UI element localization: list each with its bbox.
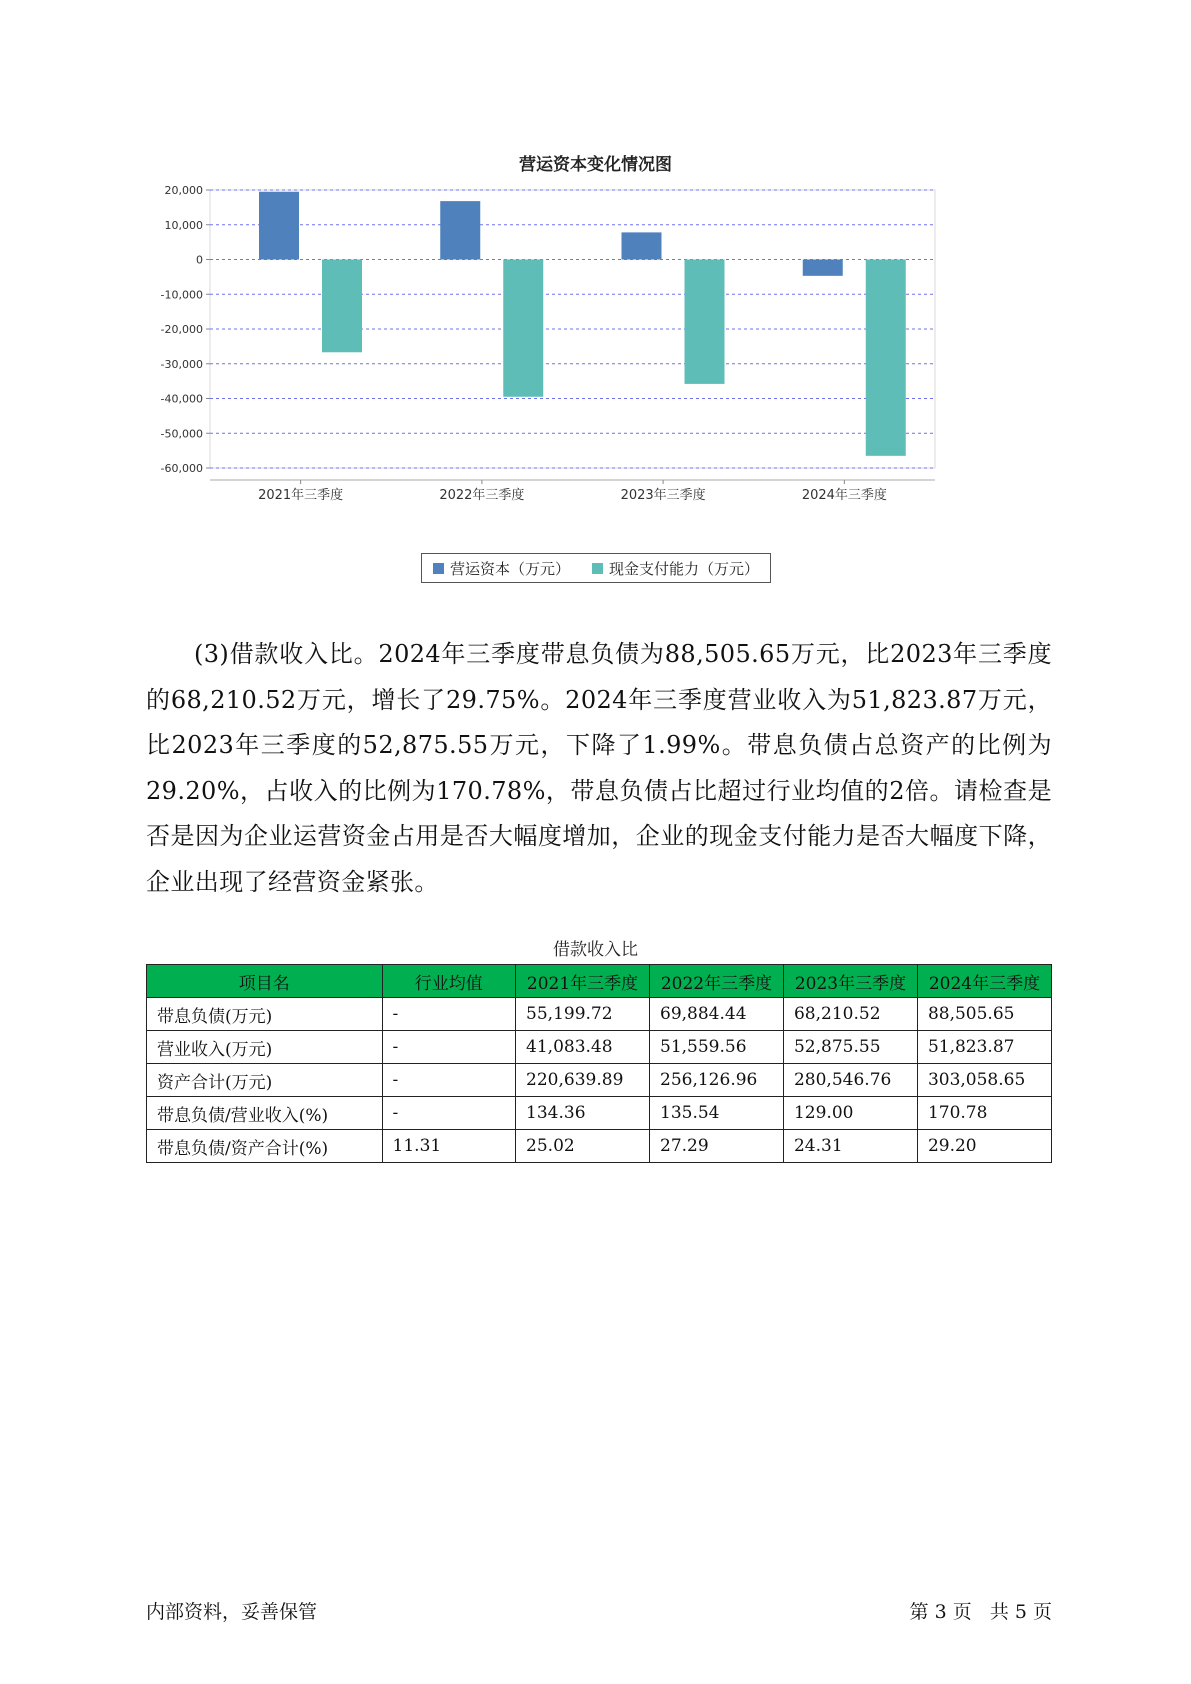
footer-confidential-note: 内部资料，妥善保管 [146,1601,318,1623]
table-cell: 带息负债/资产合计(%) [147,1130,383,1163]
y-tick-label: -10,000 [160,288,203,302]
table-cell: - [382,998,516,1031]
table-cell: 51,823.87 [917,1031,1051,1064]
table-cell: 256,126.96 [650,1064,784,1097]
table-cell: 55,199.72 [516,998,650,1031]
table-cell: 129.00 [783,1097,917,1130]
table-cell: 170.78 [917,1097,1051,1130]
y-tick-label: 20,000 [164,185,203,197]
table-row [147,1064,1052,1097]
table-cell: 11.31 [382,1130,516,1163]
y-tick-label: 10,000 [164,218,203,232]
table-cell: 68,210.52 [783,998,917,1031]
table-row [147,1031,1052,1064]
bar-working-capital [622,232,662,259]
table-cell: - [382,1031,516,1064]
legend-swatch-working-capital [433,563,444,574]
table-cell: 资产合计(万元) [147,1064,383,1097]
y-tick-label: 0 [196,253,203,267]
table-cell: 52,875.55 [783,1031,917,1064]
table-row [147,1130,1052,1163]
table-cell: 25.02 [516,1130,650,1163]
table-cell: 135.54 [650,1097,784,1130]
analysis-paragraph [146,632,1052,905]
legend-item-cash-payment [592,558,759,579]
y-tick-label: -60,000 [160,462,203,475]
table-cell: 280,546.76 [783,1064,917,1097]
legend-label-working-capital: 营运资本（万元） [449,559,570,578]
header-2023q3: 2023年三季度 [783,965,917,998]
x-tick-label: 2022年三季度 [439,488,525,503]
x-tick-label: 2023年三季度 [620,488,706,503]
chart-title: 营运资本变化情况图 [519,155,672,175]
legend-swatch-cash-payment [592,563,603,574]
table-cell: 303,058.65 [917,1064,1051,1097]
bar-cash-payment [685,260,725,384]
bar-working-capital [803,260,843,276]
table-row [147,1097,1052,1130]
header-item-name: 项目名 [147,965,383,998]
legend-label-cash-payment: 现金支付能力（万元） [609,559,760,578]
y-tick-label: -20,000 [160,323,203,336]
table-cell: 营业收入(万元) [147,1031,383,1064]
header-2024q3: 2024年三季度 [917,965,1051,998]
table-cell: 134.36 [516,1097,650,1130]
bar-working-capital [440,201,480,259]
chart-legend [421,553,771,583]
table-row [147,998,1052,1031]
table-cell: 88,505.65 [917,998,1051,1031]
table-cell: 220,639.89 [516,1064,650,1097]
footer-page-number: 第 3 页 共 5 页 [909,1601,1052,1623]
table-cell: 69,884.44 [650,998,784,1031]
table-cell: - [382,1097,516,1130]
table-caption: 借款收入比 [553,940,638,960]
table-cell: 24.31 [783,1130,917,1163]
table-cell: 27.29 [650,1130,784,1163]
bar-cash-payment [503,260,543,397]
legend-item-working-capital [433,558,570,579]
x-tick-label: 2024年三季度 [801,488,887,503]
header-2022q3: 2022年三季度 [650,965,784,998]
paragraph-text: (3)借款收入比。2024年三季度带息负债为88,505.65万元，比2023年三季度的68,210.52万元，增长了29.75%。2024年三季度营业收入为51,823.87万元，比2023年三季度的52,875.55万元，下降了1.99%。带息负债占总资产的比例为29.20%，占收入的比例为170.78%，带息负债占比超过行业均值的2倍。请检查是否是因为企业运营资金占用是否大幅度增加，企业的现金支付能力是否大幅度下降，企业出现了经营资金紧张。 [146,640,1052,896]
y-tick-label: -30,000 [160,357,203,371]
table-header-row [147,965,1052,998]
header-industry-average: 行业均值 [382,965,516,998]
working-capital-chart [150,185,1050,525]
table-cell: 带息负债/营业收入(%) [147,1097,383,1130]
header-2021q3: 2021年三季度 [516,965,650,998]
x-tick-label: 2021年三季度 [258,488,344,503]
bar-cash-payment [322,260,362,353]
bar-working-capital [259,192,299,260]
y-tick-label: -50,000 [160,427,203,441]
table-cell: 41,083.48 [516,1031,650,1064]
table-cell: - [382,1064,516,1097]
table-cell: 51,559.56 [650,1031,784,1064]
loan-income-ratio-table [146,964,1052,1163]
table-cell: 带息负债(万元) [147,998,383,1031]
bar-cash-payment [866,260,906,456]
y-tick-label: -40,000 [160,392,203,406]
table-cell: 29.20 [917,1130,1051,1163]
